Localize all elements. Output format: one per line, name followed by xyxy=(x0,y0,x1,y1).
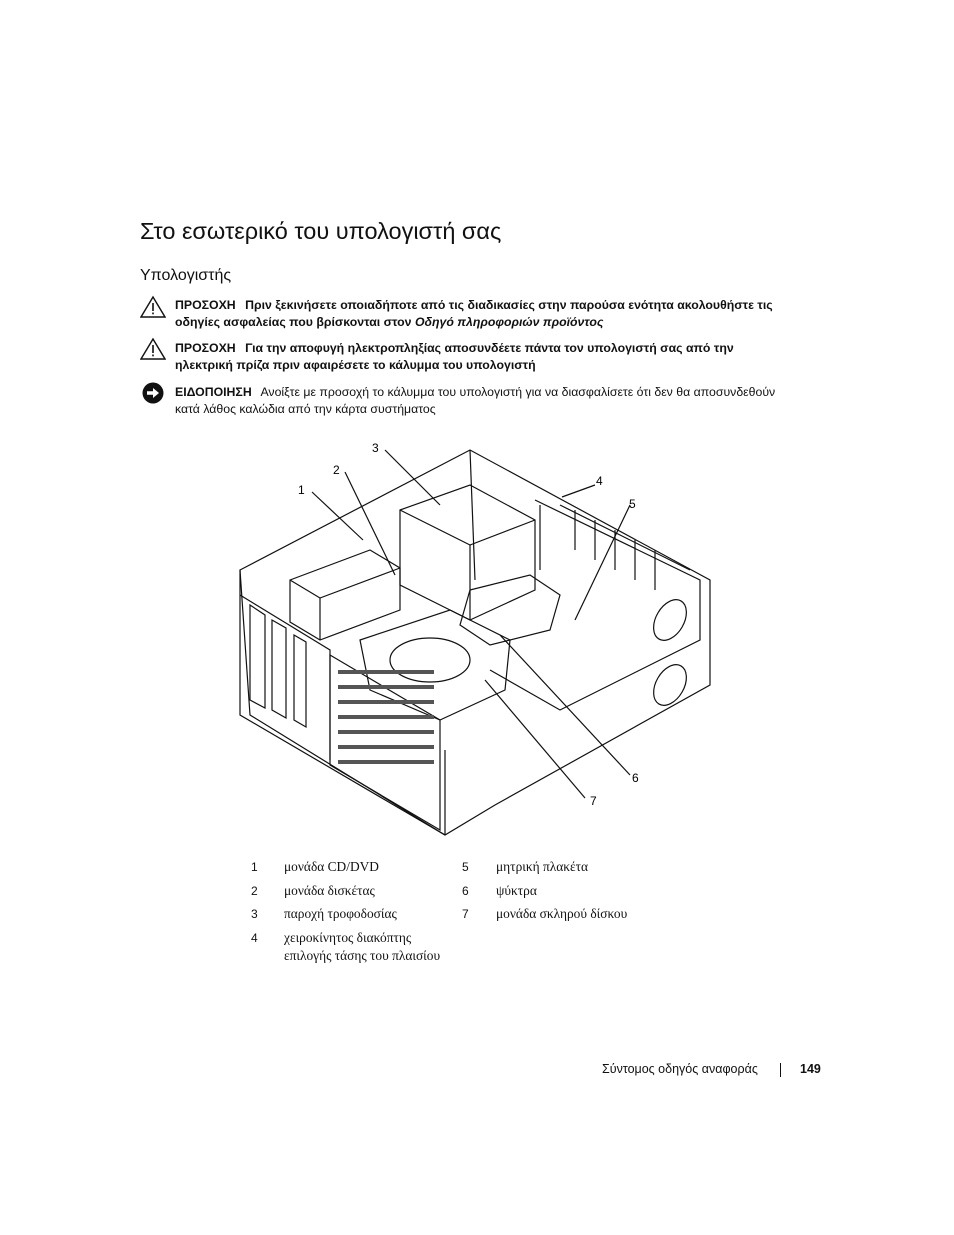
computer-interior-diagram xyxy=(230,430,730,850)
notice-label: ΕΙΔΟΠΟΙΗΣΗ xyxy=(175,385,252,399)
caution-text-line2: οδηγίες ασφαλείας που βρίσκονται στον xyxy=(175,315,415,329)
caution-text-line1: Για την αποφυγή ηλεκτροπληξίας αποσυνδέετε πάντα τον υπολογιστή σας από την xyxy=(245,341,734,355)
footer-divider xyxy=(780,1063,781,1077)
callout-6: 6 xyxy=(632,771,639,785)
page-title: Στο εσωτερικό του υπολογιστή σας xyxy=(140,218,502,244)
section-title: Υπολογιστής xyxy=(140,267,232,284)
caution-label: ΠΡΟΣΟΧΗ xyxy=(175,341,236,355)
callout-5: 5 xyxy=(629,497,636,511)
warning-triangle-icon xyxy=(140,337,166,361)
callout-2: 2 xyxy=(333,463,340,477)
callout-1: 1 xyxy=(298,483,305,497)
caution-notice-2 xyxy=(175,340,815,374)
warning-triangle-icon xyxy=(140,295,166,319)
caution-text-line2: ηλεκτρική πρίζα πριν αφαιρέσετε το κάλυμμα του υπολογιστή xyxy=(175,358,536,372)
footer-text: Σύντομος οδηγός αναφοράς xyxy=(602,1062,758,1076)
callout-7: 7 xyxy=(590,794,597,808)
caution-label: ΠΡΟΣΟΧΗ xyxy=(175,298,236,312)
page-number: 149 xyxy=(800,1062,821,1076)
notice-arrow-icon xyxy=(140,381,166,405)
caution-text-line1: Πριν ξεκινήσετε οποιαδήποτε από τις διαδικασίες στην παρούσα ενότητα ακολουθήστε τις xyxy=(245,298,773,312)
product-guide-reference: Οδηγό πληροφοριών προϊόντος xyxy=(414,315,604,329)
notice-3 xyxy=(175,384,815,418)
notice-text-line1: Ανοίξτε με προσοχή το κάλυμμα του υπολογιστή για να διασφαλίσετε ότι δεν θα αποσυνδεθούν xyxy=(260,385,776,399)
callout-3: 3 xyxy=(372,441,379,455)
notice-text-line2: κατά λάθος καλώδια από την κάρτα συστήματος xyxy=(175,402,436,416)
caution-notice-1 xyxy=(175,297,815,331)
callout-4: 4 xyxy=(596,474,603,488)
